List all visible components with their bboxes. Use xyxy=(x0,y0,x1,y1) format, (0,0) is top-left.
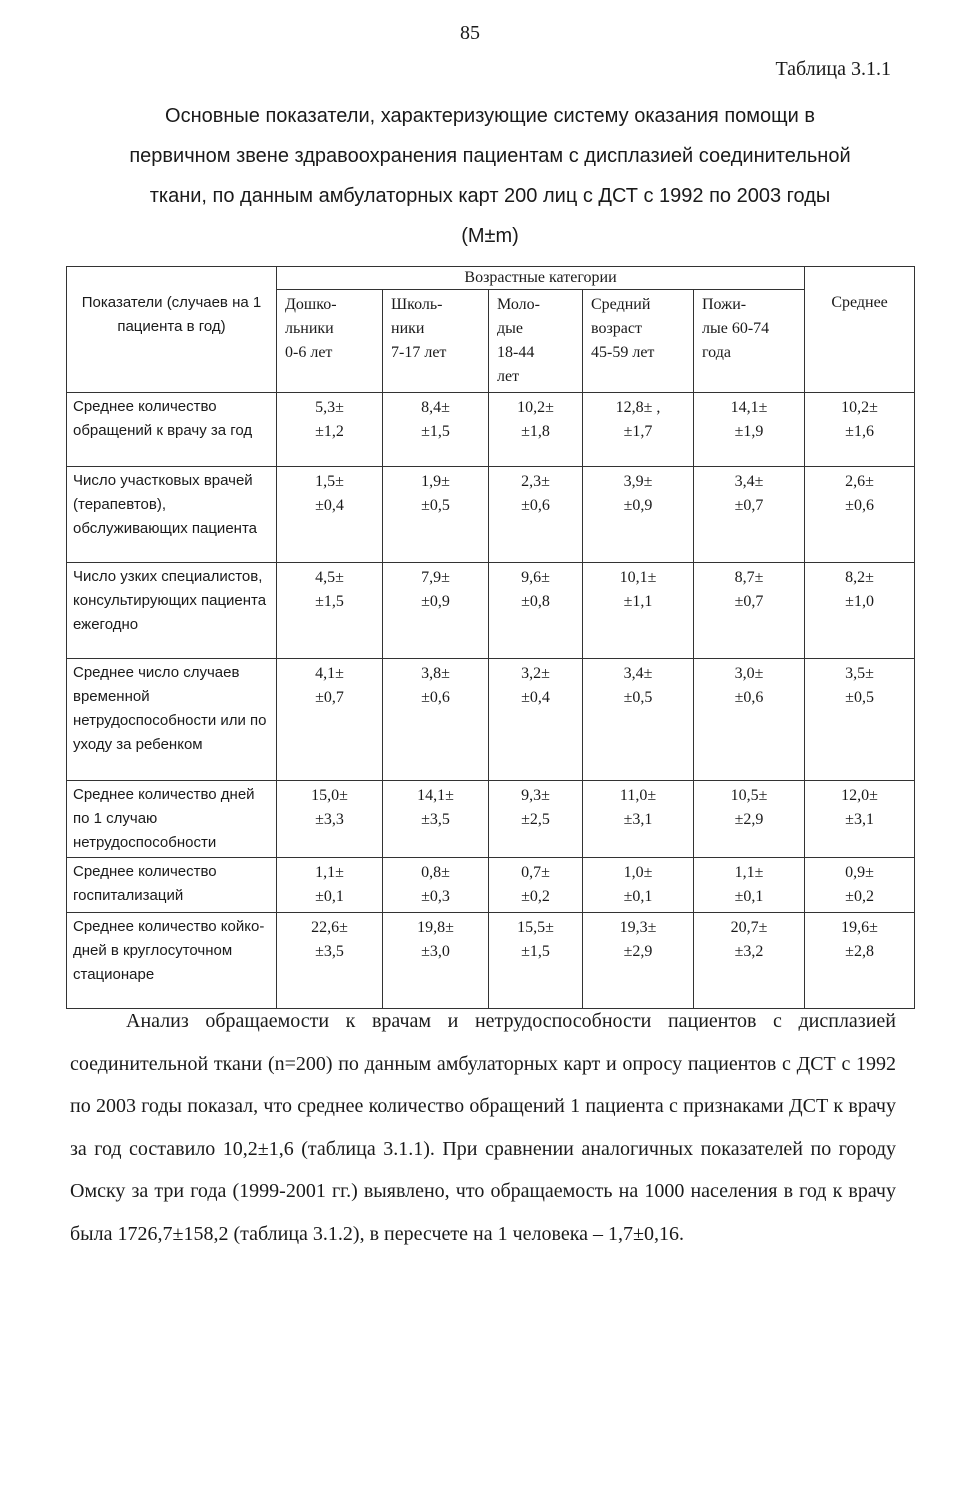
mean-value: 4,5± xyxy=(315,569,344,586)
mean-value: 2,3± xyxy=(521,473,550,490)
error-value: ±0,9 xyxy=(421,593,450,610)
mean-value: 5,3± xyxy=(315,399,344,416)
error-value: ±0,2 xyxy=(845,888,874,905)
mean-value: 19,6± xyxy=(841,919,878,936)
table-row xyxy=(67,659,915,781)
error-value: ±0,5 xyxy=(623,689,653,706)
error-value: ±0,8 xyxy=(521,593,550,610)
mean-value: 3,0± xyxy=(734,665,764,682)
mean-value-cell xyxy=(805,913,915,1009)
caption-line: (M±m) xyxy=(461,225,519,247)
mean-value: 3,8± xyxy=(421,665,450,682)
mean-value: 10,5± xyxy=(730,787,768,804)
error-value: ±0,7 xyxy=(734,593,764,610)
age-column-header: Моло- дые 18-44 лет xyxy=(489,290,583,393)
value-cell xyxy=(489,467,583,563)
value-cell xyxy=(583,858,694,913)
error-value: ±0,5 xyxy=(845,689,874,706)
value-cell xyxy=(383,913,489,1009)
mean-value: 0,9± xyxy=(845,864,874,881)
mean-value: 3,4± xyxy=(623,665,653,682)
mean-value-cell xyxy=(805,393,915,467)
mean-value: 8,7± xyxy=(734,569,764,586)
mean-value-cell xyxy=(805,858,915,913)
mean-value: 9,3± xyxy=(521,787,550,804)
error-value: ±0,1 xyxy=(623,888,653,905)
mean-value: 3,4± xyxy=(734,473,764,490)
value-cell xyxy=(583,659,694,781)
mean-value-cell xyxy=(805,781,915,858)
table-row xyxy=(67,467,915,563)
error-value: ±1,5 xyxy=(521,943,550,960)
error-value: ±3,5 xyxy=(315,943,344,960)
value-cell xyxy=(694,563,805,659)
error-value: ±0,6 xyxy=(734,689,764,706)
error-value: ±2,9 xyxy=(623,943,653,960)
error-value: ±1,0 xyxy=(845,593,874,610)
mean-value: 1,9± xyxy=(421,473,450,490)
mean-value-cell xyxy=(805,467,915,563)
mean-value: 0,8± xyxy=(421,864,450,881)
caption-line: ткани, по данным амбулаторных карт 200 лиц с ДСТ с 1992 по 2003 годы xyxy=(149,185,831,207)
value-cell xyxy=(489,913,583,1009)
error-value: ±0,1 xyxy=(734,888,764,905)
value-cell xyxy=(694,467,805,563)
error-value: ±1,5 xyxy=(421,423,450,440)
value-cell xyxy=(489,659,583,781)
mean-value: 14,1± xyxy=(730,399,768,416)
mean-value: 11,0± xyxy=(619,787,657,804)
age-column-header: Пожи- лые 60-74 года xyxy=(694,290,805,393)
value-cell xyxy=(583,467,694,563)
value-cell xyxy=(583,781,694,858)
table-row xyxy=(67,858,915,913)
mean-value: 22,6± xyxy=(311,919,348,936)
value-cell xyxy=(383,781,489,858)
indicator-column-header: Показатели (случаев на 1 пациента в год) xyxy=(67,267,277,393)
error-value: ±1,1 xyxy=(623,593,653,610)
mean-value: 3,2± xyxy=(521,665,550,682)
value-cell xyxy=(383,858,489,913)
mean-value: 1,0± xyxy=(623,864,653,881)
mean-value: 19,3± xyxy=(619,919,657,936)
value-cell xyxy=(383,563,489,659)
table-row xyxy=(67,913,915,1009)
mean-value: 4,1± xyxy=(315,665,344,682)
table-caption xyxy=(70,96,910,256)
error-value: ±2,5 xyxy=(521,811,550,828)
value-cell xyxy=(694,781,805,858)
mean-column-header: Среднее xyxy=(805,267,915,393)
mean-value: 1,5± xyxy=(315,473,344,490)
table-row xyxy=(67,563,915,659)
page-number: 85 xyxy=(460,22,480,44)
mean-value: 9,6± xyxy=(521,569,550,586)
error-value: ±0,6 xyxy=(421,689,450,706)
error-value: ±1,5 xyxy=(315,593,344,610)
value-cell xyxy=(383,659,489,781)
value-cell xyxy=(277,781,383,858)
indicator-cell: Число участковых врачей (терапевтов), обслуживающих пациента xyxy=(67,467,277,563)
error-value: ±1,2 xyxy=(315,423,344,440)
indicator-cell: Среднее количество госпитализаций xyxy=(67,858,277,913)
error-value: ±1,9 xyxy=(734,423,764,440)
mean-value: 3,9± xyxy=(623,473,653,490)
error-value: ±1,8 xyxy=(521,423,550,440)
age-column-header: Средний возраст 45-59 лет xyxy=(583,290,694,393)
mean-value-cell xyxy=(805,563,915,659)
value-cell xyxy=(694,858,805,913)
value-cell xyxy=(694,913,805,1009)
body-paragraph: Анализ обращаемости к врачам и нетрудоспособности пациентов с дисплазией соединительной ткани (n=200) по данным амбулаторных карт и опросу пациентов с ДСТ с 1992 по 2003 годы показал, что среднее количество обращений 1 пациента с признаками ДСТ к врачу за год составило 10,2±1,6 (таблица 3.1.1). При сравнении аналогичных показателей по городу Омску за три года (1999-2001 гг.) выявлено, что обращаемость на 1000 населения в год к врачу была 1726,7±158,2 (таблица 3.1.2), в пересчете на 1 человека – 1,7±0,16. xyxy=(70,1010,896,1245)
error-value: ±3,1 xyxy=(845,811,874,828)
error-value: ±0,4 xyxy=(521,689,550,706)
value-cell xyxy=(694,659,805,781)
age-group-header: Возрастные категории xyxy=(277,267,805,290)
mean-value: 20,7± xyxy=(730,919,768,936)
value-cell xyxy=(383,467,489,563)
error-value: ±0,6 xyxy=(521,497,550,514)
error-value: ±0,2 xyxy=(521,888,550,905)
error-value: ±1,6 xyxy=(845,423,874,440)
table-row xyxy=(67,781,915,858)
value-cell xyxy=(277,659,383,781)
age-column-header: Дошко- льники 0-6 лет xyxy=(277,290,383,393)
mean-value: 14,1± xyxy=(417,787,454,804)
mean-value: 8,4± xyxy=(421,399,450,416)
age-column-header: Школь- ники 7-17 лет xyxy=(383,290,489,393)
value-cell xyxy=(489,393,583,467)
error-value: ±0,6 xyxy=(845,497,874,514)
error-value: ±0,1 xyxy=(315,888,344,905)
caption-line: первичном звене здравоохранения пациентам с дисплазией соединительной xyxy=(129,145,851,167)
mean-value: 7,9± xyxy=(421,569,450,586)
mean-value: 1,1± xyxy=(315,864,344,881)
error-value: ±3,5 xyxy=(421,811,450,828)
error-value: ±1,7 xyxy=(623,423,653,440)
value-cell xyxy=(277,913,383,1009)
value-cell xyxy=(277,393,383,467)
mean-value: 0,7± xyxy=(521,864,550,881)
value-cell xyxy=(583,393,694,467)
error-value: ±3,1 xyxy=(623,811,653,828)
error-value: ±2,8 xyxy=(845,943,874,960)
error-value: ±3,2 xyxy=(734,943,764,960)
indicator-cell: Среднее число случаев временной нетрудоспособности или по уходу за ребенком xyxy=(67,659,277,781)
mean-value: 10,2± xyxy=(517,399,554,416)
mean-value: 10,2± xyxy=(841,399,878,416)
value-cell xyxy=(489,858,583,913)
mean-value: 3,5± xyxy=(845,665,874,682)
error-value: ±0,3 xyxy=(421,888,450,905)
error-value: ±0,7 xyxy=(734,497,764,514)
indicator-cell: Среднее количество обращений к врачу за год xyxy=(67,393,277,467)
value-cell xyxy=(383,393,489,467)
mean-value: 8,2± xyxy=(845,569,874,586)
mean-value: 10,1± xyxy=(619,569,657,586)
caption-line: Основные показатели, характеризующие систему оказания помощи в xyxy=(165,105,815,127)
error-value: ±3,3 xyxy=(315,811,344,828)
table-label: Таблица 3.1.1 xyxy=(775,58,891,80)
mean-value: 15,5± xyxy=(517,919,554,936)
indicator-cell: Среднее количество дней по 1 случаю нетрудоспособности xyxy=(67,781,277,858)
mean-value-cell xyxy=(805,659,915,781)
mean-value: 15,0± xyxy=(311,787,348,804)
value-cell xyxy=(277,563,383,659)
error-value: ±3,0 xyxy=(421,943,450,960)
data-table xyxy=(66,266,915,1009)
mean-value: 1,1± xyxy=(734,864,764,881)
mean-value: 19,8± xyxy=(417,919,454,936)
indicator-cell: Число узких специалистов, консультирующих пациента ежегодно xyxy=(67,563,277,659)
indicator-cell: Среднее количество койко-дней в круглосуточном стационаре xyxy=(67,913,277,1009)
error-value: ±2,9 xyxy=(734,811,764,828)
error-value: ±0,4 xyxy=(315,497,344,514)
mean-value: 12,0± xyxy=(841,787,878,804)
value-cell xyxy=(583,913,694,1009)
value-cell xyxy=(583,563,694,659)
value-cell xyxy=(277,858,383,913)
error-value: ±0,9 xyxy=(623,497,653,514)
error-value: ±0,5 xyxy=(421,497,450,514)
mean-value: 2,6± xyxy=(845,473,874,490)
error-value: ±0,7 xyxy=(315,689,344,706)
table-row xyxy=(67,393,915,467)
value-cell xyxy=(277,467,383,563)
value-cell xyxy=(489,781,583,858)
mean-value: 12,8± , xyxy=(615,399,661,416)
value-cell xyxy=(489,563,583,659)
value-cell xyxy=(694,393,805,467)
